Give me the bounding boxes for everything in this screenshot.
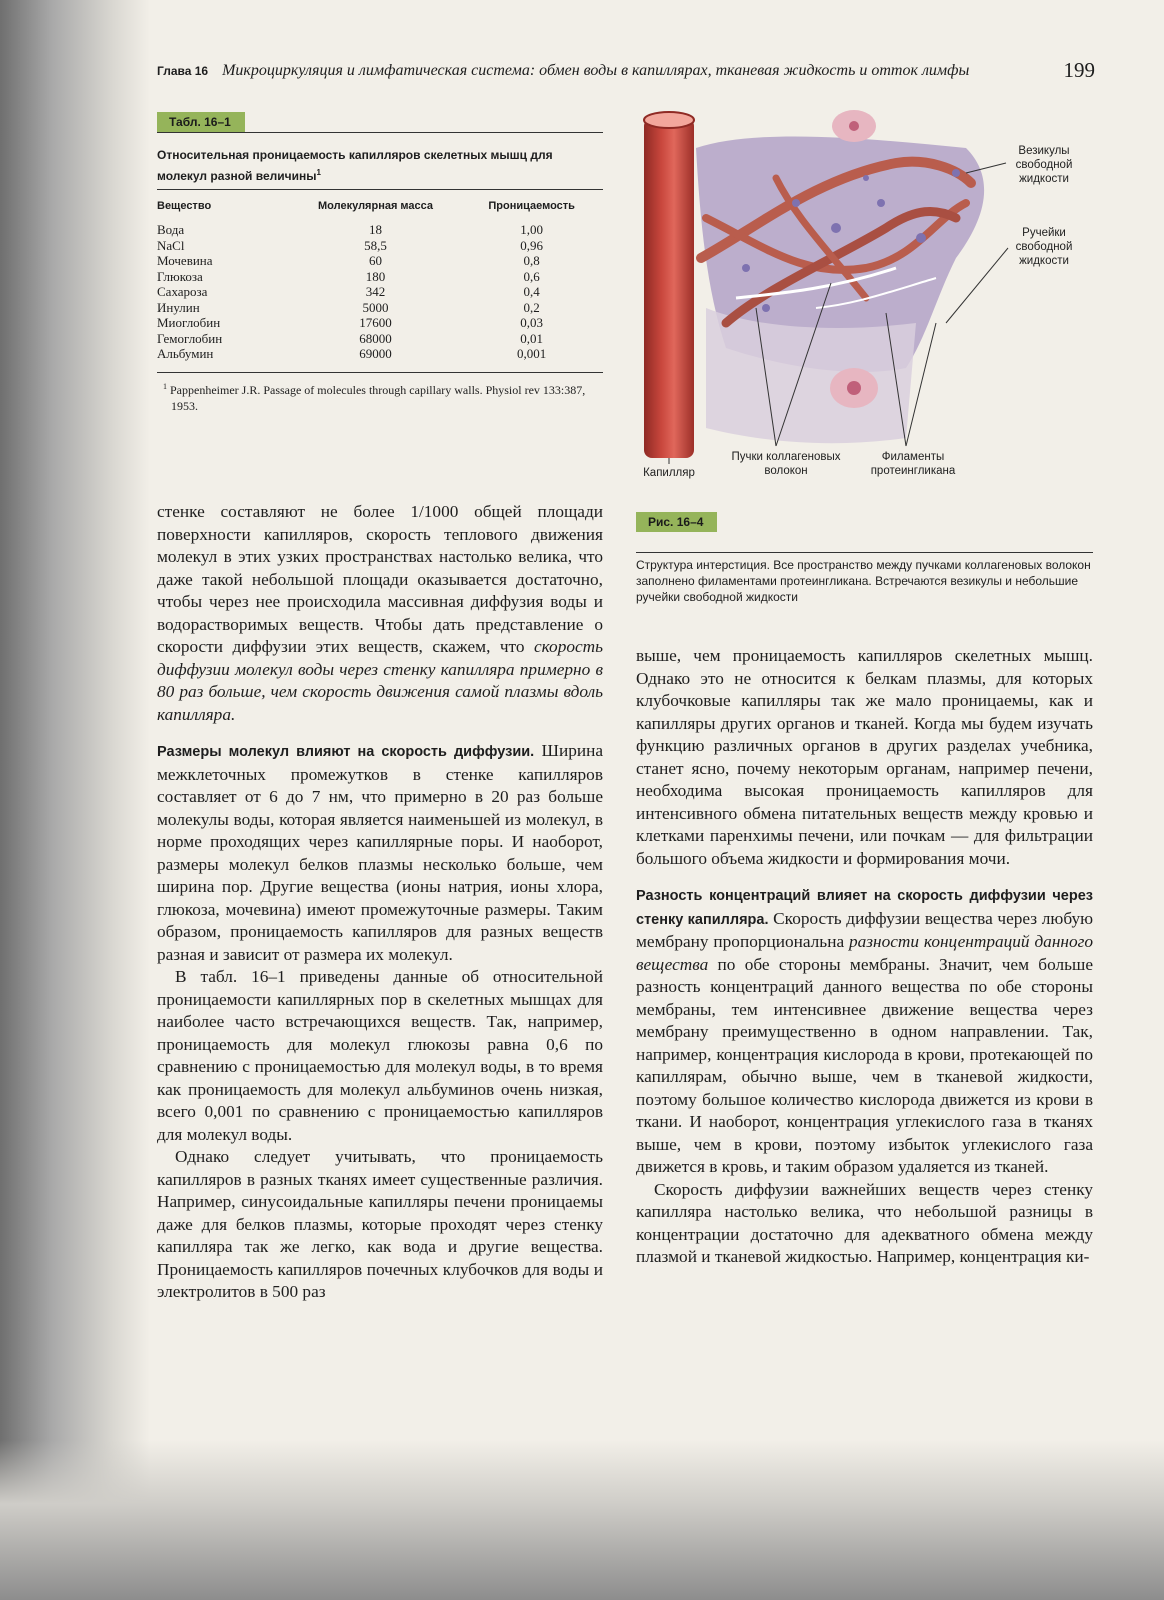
label-capillary: Капилляр [643, 467, 695, 479]
capillary-opening [644, 112, 694, 128]
label-vesicles: Везикулы свободной жидкости [1015, 145, 1073, 185]
paragraph-text: стенке составляют не более 1/1000 общей площади поверхности капилляров, скорость теплового движения молекул в этих узких пространствах настолько велика, что даже такой небольшой площади оказывается достаточно, чтобы через нее происходила массивная диффузия воды и водорастворимых веществ. Чтобы дать представление о скорости диффузии этих веществ, скажем, что [157, 502, 603, 656]
paragraph-text: Скорость диффузии вещества через любую мембрану пропорциональна [636, 908, 1093, 951]
cell-substance: Мочевина [157, 253, 213, 268]
run-in-heading: Разность концентраций влияет на скорость диффузии через стенку капилляра. [636, 888, 1093, 928]
cell-substance: Альбумин [157, 346, 214, 361]
table-footnote [157, 379, 603, 414]
cell-substance: Миоглобин [157, 315, 221, 330]
vesicle [863, 175, 869, 181]
label-filaments: Филаменты протеингликана [870, 451, 956, 477]
table-row [157, 284, 603, 300]
cell-permeability: 1,00 [520, 222, 543, 237]
cell-mass: 342 [365, 284, 386, 299]
cell-substance: Гемоглобин [157, 330, 223, 346]
cell-permeability: 0,2 [523, 299, 540, 315]
cell-substance: Глюкоза [157, 268, 203, 284]
table-row [157, 238, 603, 254]
table-row [157, 315, 603, 331]
right-column [636, 645, 1093, 1269]
cell-permeability: 0,4 [523, 284, 540, 299]
figure-tag-text: Рис. 16–4 [636, 512, 717, 532]
cell-permeability: 0,03 [520, 315, 543, 330]
table-row [157, 300, 603, 316]
cell-substance: Сахароза [157, 284, 208, 299]
table-row [157, 253, 603, 269]
cell-mass: 18 [369, 222, 383, 237]
table-title-note: 1 [316, 168, 321, 177]
figure-caption: Структура интерстиция. Все пространство между пучками коллагеновых волокон заполнено филаментами протеингликана. Встречаются везикулы и небольшие ручейки свободной жидкости [636, 552, 1093, 605]
table-row [157, 269, 603, 285]
col-header-substance: Вещество [157, 200, 212, 212]
emphasis-text: разности концентраций данного вещества [636, 932, 1093, 974]
vesicle [877, 199, 885, 207]
table-title-text: Относительная проницаемость капилляров скелетных мышц для молекул разной величины [157, 148, 553, 183]
footnote-mark: 1 [163, 381, 167, 391]
cell-nucleus [849, 121, 859, 131]
permeability-table [157, 200, 603, 362]
paragraph [157, 740, 603, 966]
paragraph [636, 884, 1093, 1179]
cell-mass: 5000 [362, 299, 389, 315]
label-collagen: Пучки коллагеновых волокон [731, 451, 841, 477]
table-row [157, 346, 603, 362]
table-top-rule [157, 132, 603, 133]
paragraph: В табл. 16–1 приведены данные об относительной проницаемости капиллярных пор в скелетных мышцах для наиболее часто встречающихся веществ. Так, например, проницаемость для молекул глюкозы равна 0,6 по сравнению с проницаемостью для молекул воды, в то время как проницаемость для молекул альбуминов очень низкая, всего 0,001 по сравнению с проницаемостью капилляров для молекул воды. [157, 967, 603, 1144]
figure-16-4 [636, 108, 1092, 492]
figure-tag [636, 512, 717, 532]
table-bottom-rule [157, 372, 603, 373]
emphasis-text: скорость диффузии молекул воды через стенку капилляра примерно в 80 раз больше, чем скорость движения самой плазмы вдоль капилляра. [157, 637, 603, 724]
tissue-lower [706, 308, 916, 443]
left-column [157, 501, 603, 1304]
paragraph [157, 501, 603, 726]
cell-permeability: 0,8 [523, 253, 540, 268]
cell-mass: 69000 [359, 346, 392, 361]
bottom-scan-shadow [0, 1440, 1164, 1600]
label-rivulets: Ручейки свободной жидкости [1015, 227, 1073, 267]
book-gutter-shadow [0, 0, 150, 1600]
chapter-title: Микроциркуляция и лимфатическая система: обмен воды в капиллярах, тканевая жидкость и отток лимфы [222, 62, 970, 79]
vesicle [742, 264, 750, 272]
page-number: 199 [1063, 58, 1095, 82]
vesicle [792, 199, 800, 207]
cell-mass: 17600 [359, 315, 392, 330]
paragraph-text: по обе стороны мембраны. Значит, чем больше разность концентраций данного вещества по обе стороны мембраны, тем интенсивнее движение вещества через мембрану преимущественно в одном направлении. Так, например, концентрация кислорода в крови, протекающей по капиллярам, обычно выше, чем в тканевой жидкости, поэтому большое количество кислорода движется из крови в ткани. И наоборот, концентрация углекислого газа в тканях выше, чем в крови, поэтому избыток углекислого газа движется в кровь, и таким образом удаляется из тканей. [636, 954, 1093, 1176]
cell-mass: 68000 [359, 330, 392, 346]
cell-substance: Вода [157, 222, 185, 237]
table-title [157, 147, 603, 190]
table-header-row [157, 200, 603, 222]
vesicle [952, 169, 960, 177]
paragraph: выше, чем проницаемость капилляров скелетных мышц. Однако это не относится к белкам плазмы, для которых клубочковые капилляры так же мало проницаемы, как и капилляры других органов и тканей. Когда мы будем изучать функцию различных органов в других разделах учебника, станет ясно, почему некоторым органам, например печени, необходима высокая проницаемость капилляров для интенсивного обмена питательных веществ между кровью и клетками паренхимы печени, или почкам — для фильтрации большого объема жидкости и формирования мочи. [636, 646, 1093, 868]
table-row [157, 331, 603, 347]
vesicle [916, 233, 926, 243]
table-row [157, 222, 603, 238]
col-header-mass: Молекулярная масса [318, 200, 434, 212]
footnote-text: Pappenheimer J.R. Passage of molecules through capillary walls. Physiol rev 133:387, 1953. [170, 382, 586, 413]
capillary-vessel [644, 118, 694, 458]
cell-substance: Инулин [157, 299, 200, 315]
cell-substance: NaCl [157, 237, 185, 253]
cell-mass: 60 [369, 253, 383, 268]
paragraph: Однако следует учитывать, что проницаемость капилляров в разных тканях имеет существенные различия. Например, синусоидальные капилляры печени проницаемы даже для белков плазмы, которые проходят через стенку капилляра так же легко, как вода и другие вещества. Проницаемость капилляров почечных клубочков для воды и электролитов в 500 раз [157, 1147, 603, 1301]
cell-nucleus [847, 381, 861, 395]
cell-mass: 180 [365, 268, 386, 284]
cell-mass: 58,5 [364, 237, 387, 253]
paragraph-text: Ширина межклеточных промежутков в стенке капилляров составляет от 6 до 7 нм, что примерно в 20 раз больше молекулы воды, которая является наименьшей из молекул, в норме проходящих через капиллярные поры. И наоборот, размеры молекул белков плазмы несколько больше, чем ширина пор. Другие вещества (ионы натрия, ионы хлора, глюкоза, мочевина) имеют промежуточные размеры. Таким образом, проницаемость капилляров для разных веществ разная и зависит от размера их молекул. [157, 741, 603, 964]
col-header-permeability: Проницаемость [488, 200, 575, 212]
vesicle [831, 223, 841, 233]
chapter-label: Глава 16 [157, 64, 209, 78]
paragraph: Скорость диффузии важнейших веществ через стенку капилляра настолько велика, что небольшой разницы в концентрации достаточно для адекватного обмена между плазмой и тканевой жидкостью. Например, концентрация ки- [636, 1179, 1093, 1266]
cell-permeability: 0,96 [520, 237, 543, 253]
cell-permeability: 0,01 [520, 330, 543, 346]
cell-permeability: 0,001 [517, 346, 547, 361]
table-tag: Табл. 16–1 [157, 112, 245, 132]
cell-permeability: 0,6 [523, 268, 540, 284]
run-in-heading: Размеры молекул влияют на скорость диффузии. [157, 744, 535, 760]
running-header [157, 58, 1095, 82]
table-16-1 [157, 112, 603, 414]
vesicle [762, 304, 770, 312]
